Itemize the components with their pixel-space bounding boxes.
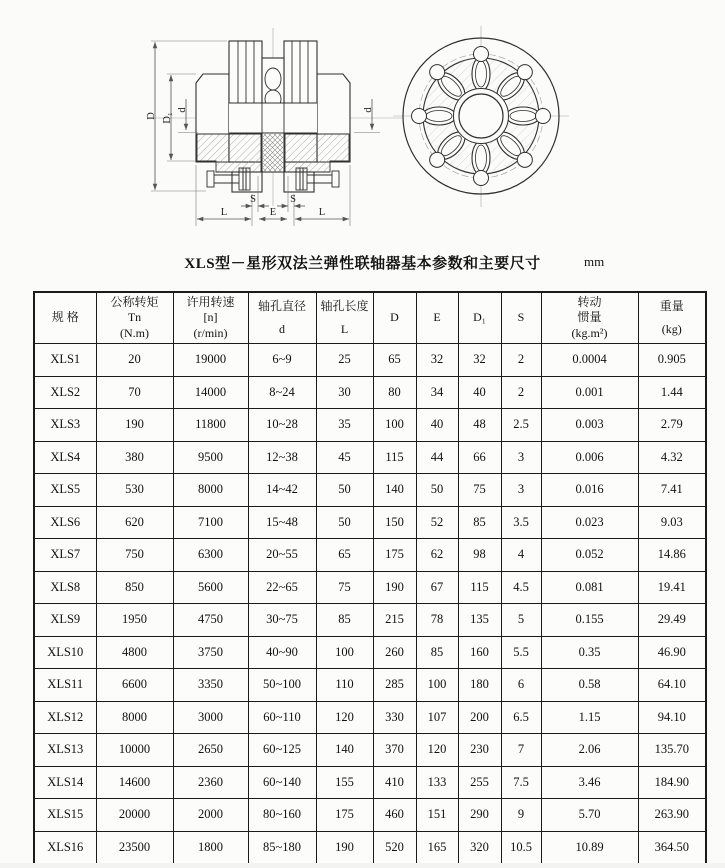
table-cell: 150 (373, 506, 416, 539)
table-cell: 32 (458, 344, 501, 377)
table-cell: 140 (316, 734, 373, 767)
table-cell: 410 (373, 766, 416, 799)
row-spec: XLS4 (34, 441, 96, 474)
table-cell: 50 (316, 474, 373, 507)
table-row (34, 409, 706, 442)
table-row (34, 441, 706, 474)
table-cell: 44 (416, 441, 458, 474)
table-cell: 2.5 (501, 409, 541, 442)
table-cell: 5 (501, 604, 541, 637)
table-cell: 94.10 (638, 701, 706, 734)
bolt-head (207, 171, 214, 187)
table-cell: 5.70 (541, 799, 638, 832)
table-cell: 4 (501, 539, 541, 572)
row-spec: XLS7 (34, 539, 96, 572)
dim-label-D1: D₁ (162, 112, 173, 124)
table-cell: 255 (458, 766, 501, 799)
table-cell: 10.89 (541, 831, 638, 864)
table-cell: 14000 (173, 376, 248, 409)
table-cell: 3.46 (541, 766, 638, 799)
table-cell: 14600 (96, 766, 173, 799)
table-cell: 20 (96, 344, 173, 377)
table-cell: 285 (373, 669, 416, 702)
table-row (34, 636, 706, 669)
table-cell: 0.052 (541, 539, 638, 572)
table-cell: 5600 (173, 571, 248, 604)
table-cell: 160 (458, 636, 501, 669)
table-cell: 2.06 (541, 734, 638, 767)
table-cell: 6~9 (248, 344, 316, 377)
table-cell: 75 (458, 474, 501, 507)
table-cell: 3000 (173, 701, 248, 734)
table-cell: 80~160 (248, 799, 316, 832)
table-cell: 6.5 (501, 701, 541, 734)
row-spec: XLS15 (34, 799, 96, 832)
table-cell: 100 (416, 669, 458, 702)
dim-label-S: S (250, 194, 256, 205)
table-cell: 40 (416, 409, 458, 442)
table-row (34, 701, 706, 734)
table-cell: 330 (373, 701, 416, 734)
table-cell: 35 (316, 409, 373, 442)
table-cell: 460 (373, 799, 416, 832)
table-cell: 200 (458, 701, 501, 734)
table-cell: 750 (96, 539, 173, 572)
bolt-head (332, 171, 339, 187)
table-cell: 7100 (173, 506, 248, 539)
table-cell: 8~24 (248, 376, 316, 409)
table-cell: 20000 (96, 799, 173, 832)
table-row (34, 734, 706, 767)
table-cell: 100 (373, 409, 416, 442)
table-cell: 120 (416, 734, 458, 767)
table-cell: 260 (373, 636, 416, 669)
table-cell: 8000 (96, 701, 173, 734)
table-row (34, 344, 706, 377)
table-cell: 1.15 (541, 701, 638, 734)
table-cell: 19000 (173, 344, 248, 377)
row-spec: XLS6 (34, 506, 96, 539)
table-cell: 175 (373, 539, 416, 572)
table-cell: 85 (458, 506, 501, 539)
table-cell: 380 (96, 441, 173, 474)
table-cell: 4750 (173, 604, 248, 637)
table-cell: 3 (501, 441, 541, 474)
row-spec: XLS8 (34, 571, 96, 604)
table-cell: 30 (316, 376, 373, 409)
table-cell: 7 (501, 734, 541, 767)
table-cell: 180 (458, 669, 501, 702)
title-row (0, 252, 725, 278)
table-cell: 190 (96, 409, 173, 442)
table-cell: 2 (501, 376, 541, 409)
column-header-10: 转动 惯量 (kg.m²) (541, 292, 638, 344)
table-cell: 1800 (173, 831, 248, 864)
table-cell: 10.5 (501, 831, 541, 864)
table-cell: 520 (373, 831, 416, 864)
section-view (146, 28, 402, 226)
table-cell: 4.32 (638, 441, 706, 474)
table-cell: 9.03 (638, 506, 706, 539)
table-cell: 20~55 (248, 539, 316, 572)
table-cell: 0.023 (541, 506, 638, 539)
row-spec: XLS5 (34, 474, 96, 507)
table-body (34, 344, 706, 865)
table-cell: 65 (373, 344, 416, 377)
table-cell: 155 (316, 766, 373, 799)
table-cell: 364.50 (638, 831, 706, 864)
table-cell: 19.41 (638, 571, 706, 604)
table-cell: 530 (96, 474, 173, 507)
row-spec: XLS12 (34, 701, 96, 734)
table-cell: 15~48 (248, 506, 316, 539)
table-cell: 7.41 (638, 474, 706, 507)
row-spec: XLS1 (34, 344, 96, 377)
table-cell: 290 (458, 799, 501, 832)
column-header-1: 规 格 (34, 292, 96, 344)
table-cell: 6300 (173, 539, 248, 572)
table-cell: 10000 (96, 734, 173, 767)
table-cell: 120 (316, 701, 373, 734)
table-row (34, 474, 706, 507)
table-cell: 2.79 (638, 409, 706, 442)
table-cell: 60~140 (248, 766, 316, 799)
dim-label-L: L (318, 207, 326, 218)
row-spec: XLS2 (34, 376, 96, 409)
table-cell: 14~42 (248, 474, 316, 507)
dim-label-E: E (269, 207, 277, 218)
table-cell: 0.58 (541, 669, 638, 702)
table-cell: 14.86 (638, 539, 706, 572)
table-cell: 10~28 (248, 409, 316, 442)
table-cell: 190 (373, 571, 416, 604)
table-cell: 7.5 (501, 766, 541, 799)
row-spec: XLS13 (34, 734, 96, 767)
scan-edge (0, 863, 725, 868)
column-header-7: E (416, 292, 458, 344)
table-row (34, 539, 706, 572)
table-cell: 850 (96, 571, 173, 604)
shaft-hole (459, 94, 503, 138)
table-cell: 115 (458, 571, 501, 604)
table-cell: 25 (316, 344, 373, 377)
unit-label: mm (584, 254, 605, 269)
table-cell: 67 (416, 571, 458, 604)
column-header-11: 重量 (kg) (638, 292, 706, 344)
table-cell: 175 (316, 799, 373, 832)
row-spec: XLS9 (34, 604, 96, 637)
table-cell: 11800 (173, 409, 248, 442)
table-cell: 34 (416, 376, 458, 409)
table-cell: 2000 (173, 799, 248, 832)
table-cell: 62 (416, 539, 458, 572)
header-row (34, 292, 706, 344)
column-header-3: 许用转速 [n] (r/min) (173, 292, 248, 344)
table-row (34, 831, 706, 864)
table-cell: 190 (316, 831, 373, 864)
table-row (34, 604, 706, 637)
table-row (34, 799, 706, 832)
table-cell: 110 (316, 669, 373, 702)
table-cell: 4.5 (501, 571, 541, 604)
spec-table (33, 291, 707, 865)
table-cell: 165 (416, 831, 458, 864)
table-cell: 370 (373, 734, 416, 767)
table-row (34, 376, 706, 409)
table-cell: 0.155 (541, 604, 638, 637)
dim-label-S: S (290, 194, 296, 205)
table-cell: 115 (373, 441, 416, 474)
table-cell: 46.90 (638, 636, 706, 669)
table-row (34, 506, 706, 539)
table-cell: 215 (373, 604, 416, 637)
table-cell: 30~75 (248, 604, 316, 637)
table-cell: 50~100 (248, 669, 316, 702)
table-cell: 133 (416, 766, 458, 799)
table-cell: 135.70 (638, 734, 706, 767)
row-spec: XLS10 (34, 636, 96, 669)
table-cell: 85~180 (248, 831, 316, 864)
table-cell: 12~38 (248, 441, 316, 474)
table-cell: 107 (416, 701, 458, 734)
technical-drawing (0, 0, 725, 245)
table-cell: 6600 (96, 669, 173, 702)
table-cell: 0.001 (541, 376, 638, 409)
table-cell: 40 (458, 376, 501, 409)
table-cell: 60~125 (248, 734, 316, 767)
table-cell: 320 (458, 831, 501, 864)
table-cell: 263.90 (638, 799, 706, 832)
row-spec: XLS3 (34, 409, 96, 442)
table-cell: 48 (458, 409, 501, 442)
column-header-9: S (501, 292, 541, 344)
table-row (34, 766, 706, 799)
table-cell: 4800 (96, 636, 173, 669)
table-cell: 3 (501, 474, 541, 507)
table-cell: 3350 (173, 669, 248, 702)
table-cell: 140 (373, 474, 416, 507)
table-cell: 2650 (173, 734, 248, 767)
table-cell: 3750 (173, 636, 248, 669)
table-cell: 1.44 (638, 376, 706, 409)
dim-label-d: d (363, 107, 374, 113)
table-cell: 45 (316, 441, 373, 474)
table-cell: 66 (458, 441, 501, 474)
table-cell: 40~90 (248, 636, 316, 669)
table-cell: 3.5 (501, 506, 541, 539)
table-header (34, 292, 706, 344)
table-cell: 5.5 (501, 636, 541, 669)
table-cell: 620 (96, 506, 173, 539)
table-cell: 8000 (173, 474, 248, 507)
column-header-2: 公称转矩 Tn (N.m) (96, 292, 173, 344)
table-cell: 0.35 (541, 636, 638, 669)
dim-label-D: D (146, 112, 157, 120)
table-cell: 85 (316, 604, 373, 637)
table-cell: 2 (501, 344, 541, 377)
table-cell: 65 (316, 539, 373, 572)
table-cell: 50 (416, 474, 458, 507)
table-cell: 52 (416, 506, 458, 539)
dim-label-d: d (177, 107, 188, 113)
page-title: XLS型－星形双法兰弹性联轴器基本参数和主要尺寸 (184, 256, 541, 272)
table-cell: 0.905 (638, 344, 706, 377)
column-header-5: 轴孔长度 L (316, 292, 373, 344)
table-cell: 9 (501, 799, 541, 832)
table-cell: 9500 (173, 441, 248, 474)
row-spec: XLS11 (34, 669, 96, 702)
table-cell: 2360 (173, 766, 248, 799)
table-cell: 0.016 (541, 474, 638, 507)
table-cell: 151 (416, 799, 458, 832)
table-cell: 29.49 (638, 604, 706, 637)
table-cell: 32 (416, 344, 458, 377)
column-header-6: D (373, 292, 416, 344)
table-cell: 70 (96, 376, 173, 409)
column-header-4: 轴孔直径 d (248, 292, 316, 344)
table-cell: 0.0004 (541, 344, 638, 377)
table-cell: 6 (501, 669, 541, 702)
table-cell: 0.006 (541, 441, 638, 474)
table-cell: 22~65 (248, 571, 316, 604)
table-cell: 100 (316, 636, 373, 669)
table-cell: 50 (316, 506, 373, 539)
table-cell: 60~110 (248, 701, 316, 734)
row-spec: XLS14 (34, 766, 96, 799)
table-cell: 230 (458, 734, 501, 767)
table-cell: 85 (416, 636, 458, 669)
table-cell: 78 (416, 604, 458, 637)
table-cell: 64.10 (638, 669, 706, 702)
table-cell: 98 (458, 539, 501, 572)
table-cell: 23500 (96, 831, 173, 864)
table-row (34, 669, 706, 702)
table-cell: 75 (316, 571, 373, 604)
table-cell: 0.003 (541, 409, 638, 442)
dim-label-L: L (220, 207, 228, 218)
table-row (34, 571, 706, 604)
column-header-8: D₁ (458, 292, 501, 344)
table-cell: 135 (458, 604, 501, 637)
table-cell: 0.081 (541, 571, 638, 604)
front-view (393, 26, 569, 207)
row-spec: XLS16 (34, 831, 96, 864)
table-cell: 1950 (96, 604, 173, 637)
table-cell: 80 (373, 376, 416, 409)
table-cell: 184.90 (638, 766, 706, 799)
